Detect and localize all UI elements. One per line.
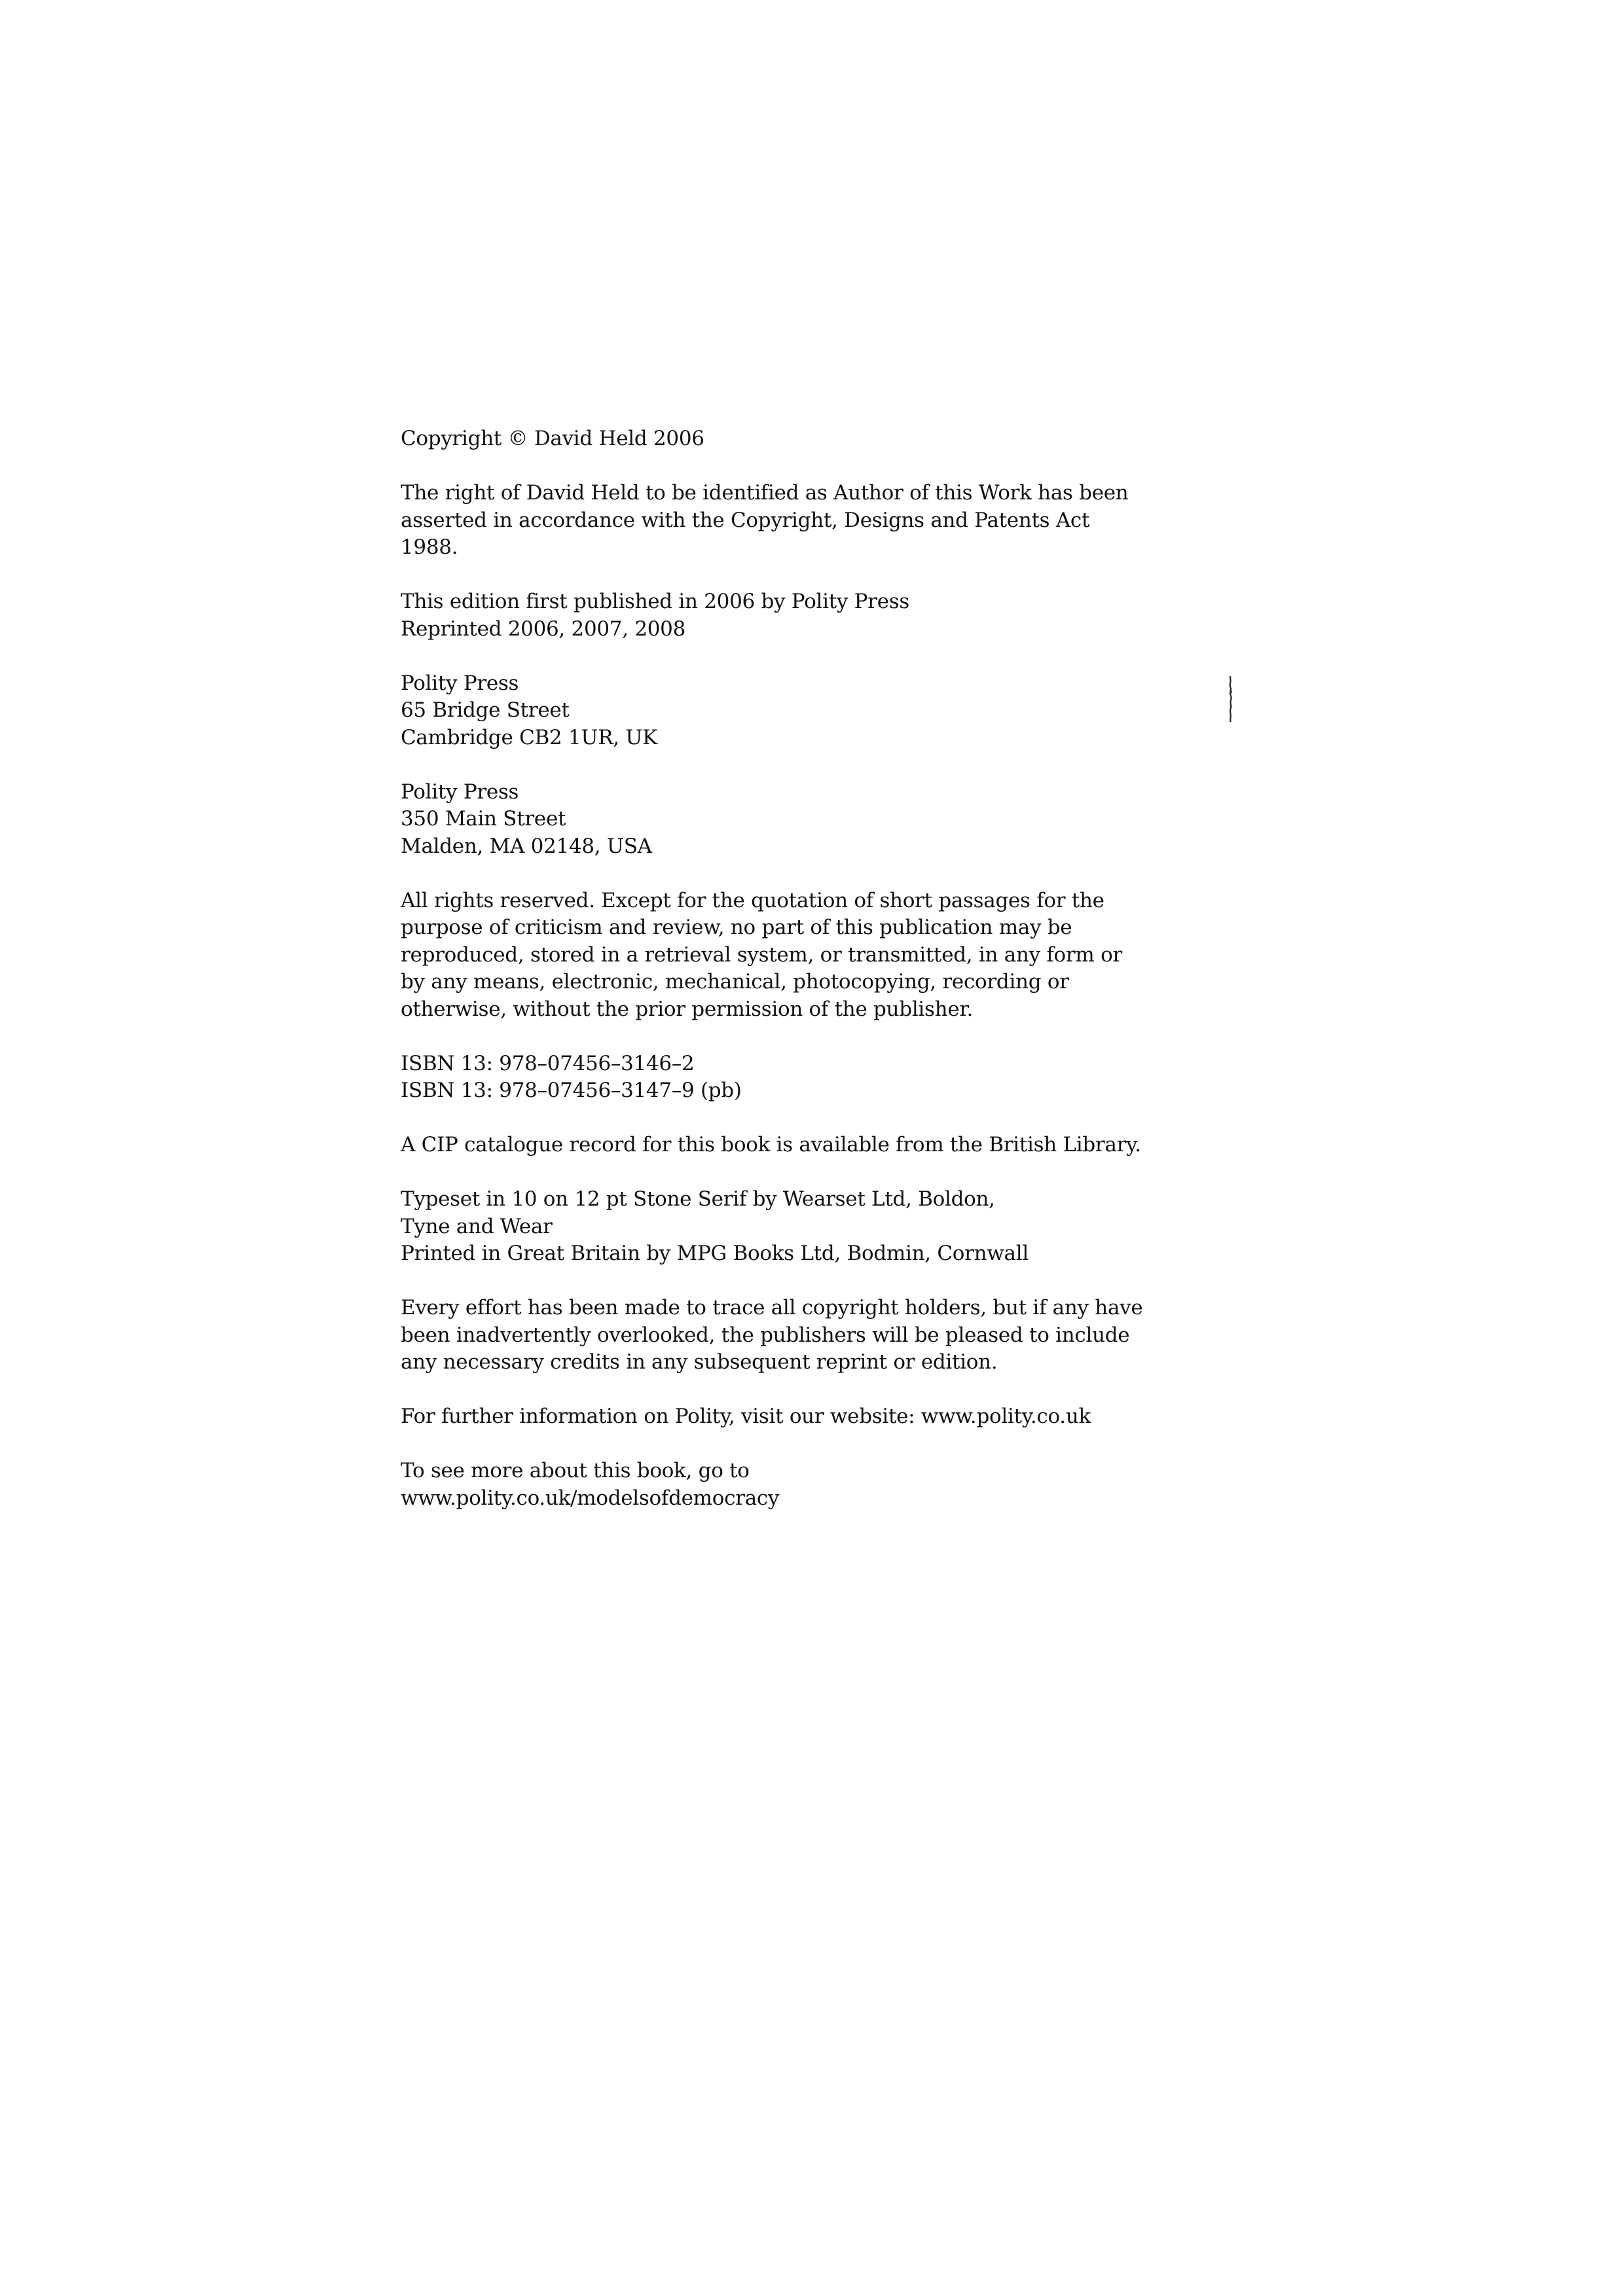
publisher-address-us [401,779,1095,861]
cip-paragraph [401,1132,1141,1159]
address-line: Cambridge CB2 1UR, UK [401,725,658,749]
moral-right-line: 1988. [401,535,458,559]
cip-line: A CIP catalogue record for this book is available from the British Library. [401,1133,1141,1157]
rights-line: All rights reserved. Except for the quotation of short passages for the [401,888,1104,912]
reprint-line: Reprinted 2006, 2007, 2008 [401,617,686,641]
moral-right-line: The right of David Held to be identified as Author of this Work has been [401,481,1129,505]
address-line: Polity Press [401,780,519,804]
effort-paragraph [401,1295,1143,1376]
isbn-paragraph [401,1050,1095,1105]
rights-line: purpose of criticism and review, no part of this publication may be [401,916,1072,939]
printed-line: Printed in Great Britain by MPG Books Ltd, Bodmin, Cornwall [401,1242,1029,1265]
isbn-line: ISBN 13: 978–07456–3146–2 [401,1051,695,1075]
website-paragraph [401,1403,1095,1431]
address-line: 350 Main Street [401,807,566,831]
rights-line: by any means, electronic, mechanical, photocopying, recording or [401,970,1069,994]
moral-right-line: asserted in accordance with the Copyright, Designs and Patents Act [401,508,1090,532]
publisher-address-uk [401,670,1095,752]
effort-line: any necessary credits in any subsequent reprint or edition. [401,1350,998,1374]
effort-line: Every effort has been made to trace all copyright holders, but if any have [401,1296,1143,1319]
book-link-intro: To see more about this book, go to [401,1459,750,1482]
typeset-paragraph [401,1186,1095,1268]
effort-line: been inadvertently overlooked, the publishers will be pleased to include [401,1323,1130,1347]
address-line: 65 Bridge Street [401,698,570,722]
copyright-notice: Copyright © David Held 2006 [401,427,704,450]
address-line: Polity Press [401,671,519,695]
address-line: Malden, MA 02148, USA [401,834,652,858]
isbn-line: ISBN 13: 978–07456–3147–9 (pb) [401,1079,742,1102]
rights-line: reproduced, stored in a retrieval system, or transmitted, in any form or [401,942,1122,967]
book-link-paragraph [401,1458,1095,1512]
scan-artifact-mark [1227,676,1233,722]
edition-line: This edition first published in 2006 by Polity Press [401,590,909,613]
edition-paragraph [401,588,1095,643]
typeset-line: Tyne and Wear [401,1214,553,1238]
book-link-url: www.polity.co.uk/modelsofdemocracy [401,1486,780,1510]
moral-right-paragraph [401,480,1129,562]
rights-paragraph [401,888,1122,1024]
typeset-line: Typeset in 10 on 12 pt Stone Serif by Wearset Ltd, Boldon, [401,1187,995,1211]
website-line: For further information on Polity, visit our website: www.polity.co.uk [401,1405,1091,1428]
copyright-line [401,425,1095,453]
rights-line: otherwise, without the prior permission of the publisher. [401,997,974,1021]
copyright-text-block [401,425,1143,1539]
